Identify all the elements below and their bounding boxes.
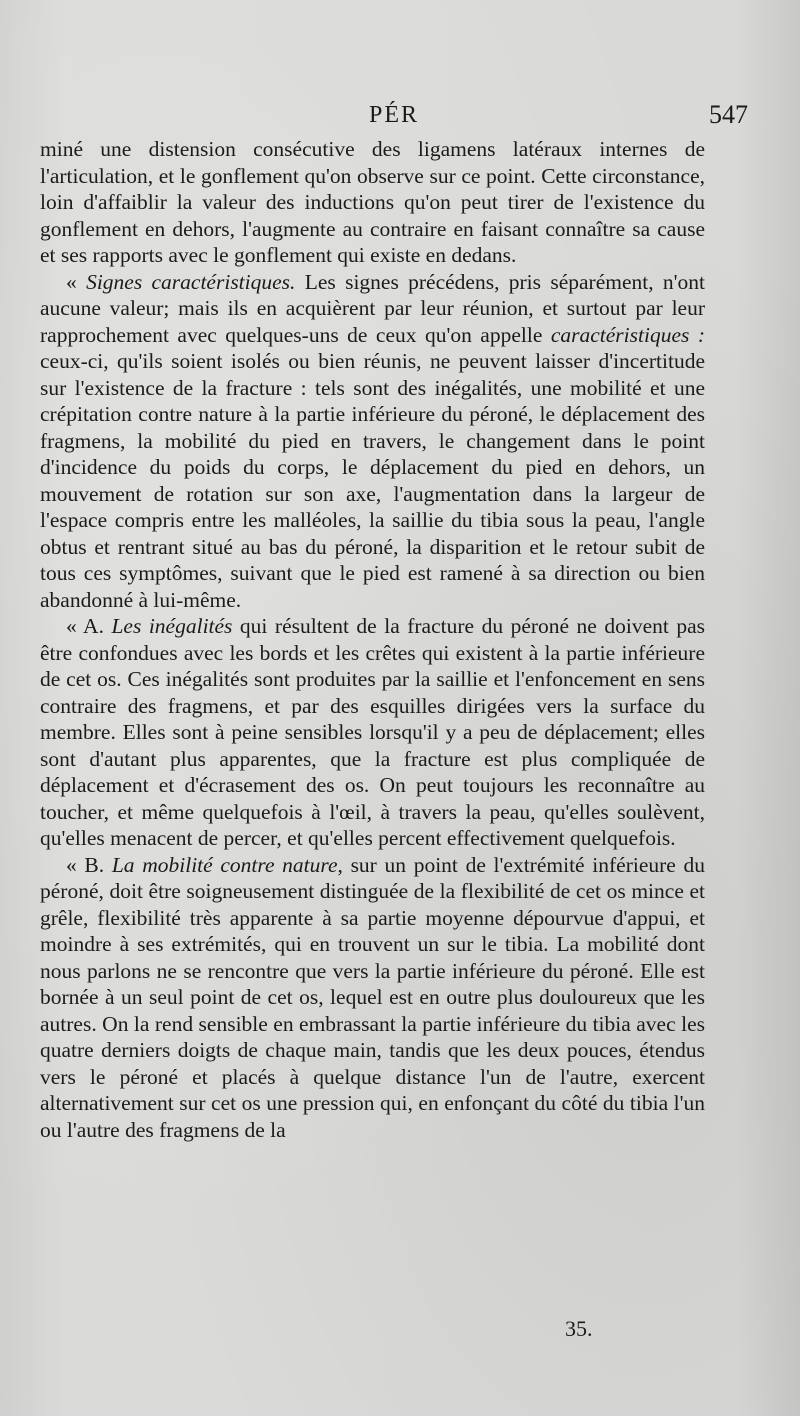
text-run: , sur un point de l'extrémité inférieure du péroné, doit être soigneusement distinguée de la flexibilité de cet os mince et grêle, flexibilité très apparente à sa partie moyenne dépourvue d'appui, et moindre à ses extrémités, qui en trouvent un sur le tibia. La mobilité dont nous parlons ne se rencontre que vers la partie inférieure du péroné. Elle est bornée à un seul point de cet os, lequel est en outre plus douloureux que les autres. On la rend sensible en embrassant la partie inférieure du tibia avec les quatre derniers doigts de chaque main, tandis que les deux pouces, étendus vers le péroné et placés à quelque distance l'un de l'autre, exercent alternativement sur cet os une pression qui, en enfonçant du côté du tibia l'un ou l'autre des fragmens de la — [40, 852, 705, 1142]
text-run: « B. — [66, 852, 112, 877]
paragraph — [40, 613, 705, 852]
italic-phrase: Les inégalités — [111, 614, 233, 638]
page-header — [40, 100, 748, 134]
paragraph — [40, 852, 705, 1144]
text-run: « — [66, 269, 87, 294]
signature-mark: 35. — [565, 1316, 593, 1341]
page-number: 547 — [709, 100, 748, 129]
paragraph — [40, 269, 705, 614]
italic-phrase: Signes caractéristiques. — [86, 269, 296, 294]
text-run: ceux-ci, qu'ils soient isolés ou bien réunis, ne peuvent laisser d'incertitude sur l'existence de la fracture : tels sont des inégalités, une mobilité et une crépitation contre nature à la partie inférieure du péroné, le déplacement des fragmens, la mobilité du pied en travers, le changement dans le point d'incidence du poids du corps, le déplacement du pied en dehors, un mouvement de rotation sur son axe, l'augmentation dans la largeur de l'espace compris entre les malléoles, la saillie du tibia sous la peau, l'angle obtus et rentrant situé au bas du péroné, la disparition et le retour subit de tous ces symptômes, suivant que le pied est ramené à sa direction ou bien abandonné à lui-même. — [40, 349, 705, 612]
italic-phrase: caractéristiques : — [550, 322, 705, 347]
text-run: miné une distension consécutive des ligamens latéraux internes de l'articulation, et le gonflement qu'on observe sur ce point. Cette circonstance, loin d'affaiblir la valeur des inductions qu'on peut tirer de l'existence du gonflement en dehors, l'augmente au contraire en faisant connaître sa cause et ses rapports avec le gonflement qui existe en dedans. — [40, 137, 705, 267]
paragraph — [40, 136, 705, 269]
italic-phrase: La mobilité contre nature — [111, 852, 338, 877]
body-text — [40, 136, 705, 1143]
text-run: Les signes précédens, pris séparément, n'ont aucune valeur; mais ils en acquièrent par leur réunion, et surtout par leur rapprochement avec quelques-uns de ceux qu'on appelle — [40, 269, 706, 347]
text-run: qui résultent de la fracture du péroné ne doivent pas être confondues avec les bords et les crêtes qui existent à la partie inférieure de cet os. Ces inégalités sont produites par la saillie et l'enfoncement en sens contraire des fragmens, et par des esquilles dirigées vers la surface du membre. Elles sont à peine sensibles lorsqu'il y a peu de déplacement; elles sont d'autant plus apparentes, que la fracture est plus compliquée de déplacement et d'écrasement des os. On peut toujours les reconnaître au toucher, et même quelquefois à l'œil, à travers la peau, qu'elles soulèvent, qu'elles menacent de percer, et qu'elles percent effectivement quelquefois. — [40, 614, 705, 850]
text-run: « A. — [66, 614, 112, 638]
running-head: PÉR — [368, 102, 419, 128]
